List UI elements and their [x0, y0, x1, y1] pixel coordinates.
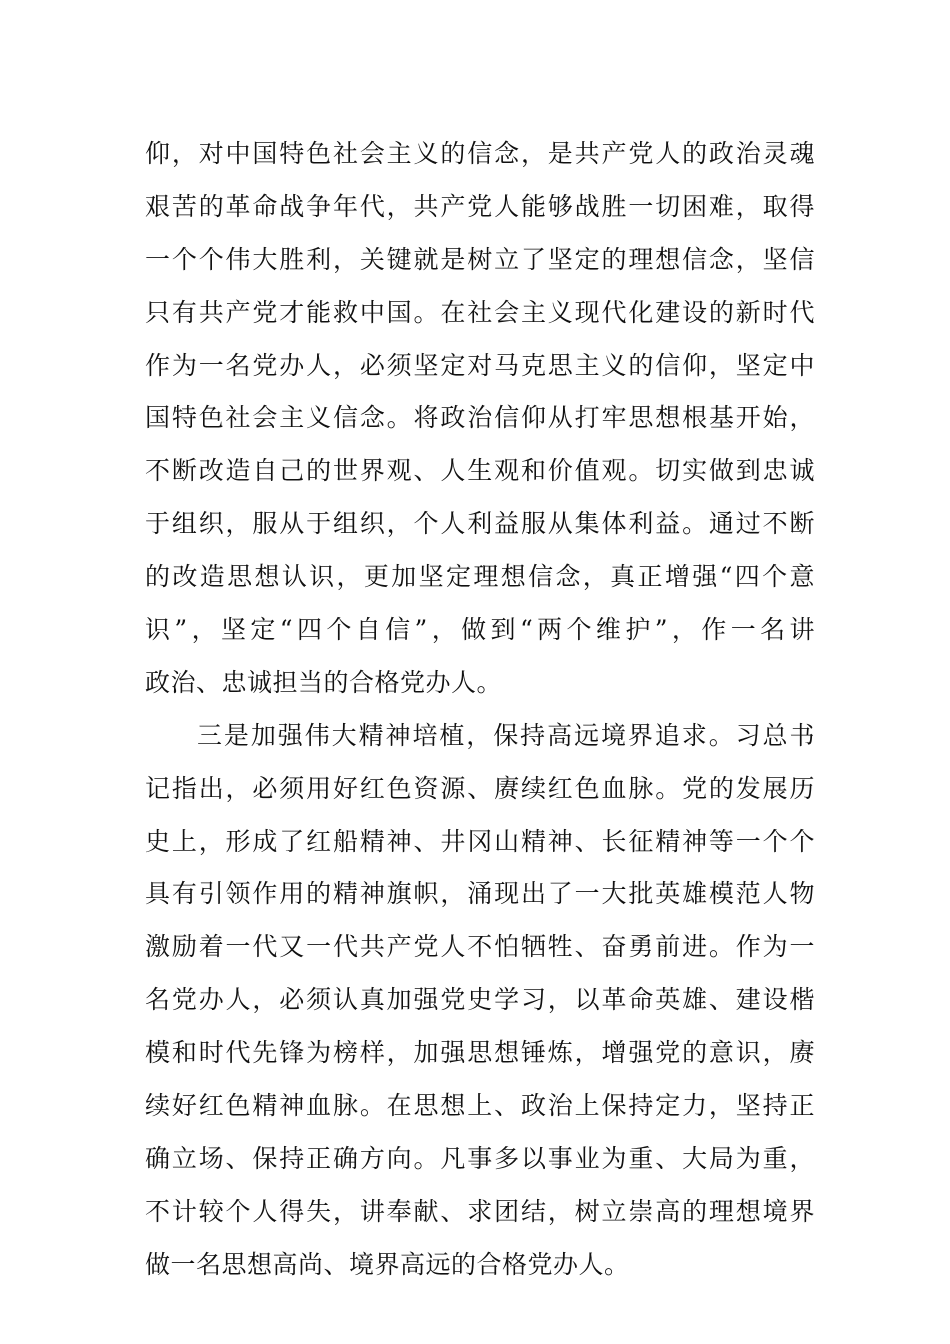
- text-line: 仰，对中国特色社会主义的信念，是共产党人的政治灵魂: [145, 139, 815, 168]
- text-line: 一个个伟大胜利，关键就是树立了坚定的理想信念，坚信: [145, 244, 815, 274]
- text-line: 不断改造自己的世界观、人生观和价值观。切实做到忠诚: [145, 456, 815, 486]
- text-line: 的改造思想认识，更加坚定理想信念，真正增强“四个意: [145, 562, 815, 592]
- text-line: 国特色社会主义信念。将政治信仰从打牢思想根基开始，: [145, 403, 815, 433]
- text-line: 模和时代先锋为榜样，加强思想锤炼，增强党的意识，赓: [145, 1038, 815, 1068]
- text-line: 激励着一代又一代共产党人不怕牺牲、奋勇前进。作为一: [145, 932, 815, 962]
- text-line: 做一名思想高尚、境界高远的合格党办人。: [145, 1249, 630, 1279]
- text-line: 三是加强伟大精神培植，保持高远境界追求。习总书: [197, 720, 815, 750]
- paragraph-1: [145, 128, 815, 710]
- paragraph-2: [145, 710, 815, 1292]
- text-line: 记指出，必须用好红色资源、赓续红色血脉。党的发展历: [145, 773, 815, 803]
- text-line: 识”，坚定“四个自信”，做到“两个维护”，作一名讲: [145, 615, 815, 645]
- text-line: 不计较个人得失，讲奉献、求团结，树立崇高的理想境界: [145, 1196, 815, 1226]
- text-line: 只有共产党才能救中国。在社会主义现代化建设的新时代: [145, 297, 815, 327]
- text-line: 政治、忠诚担当的合格党办人。: [145, 667, 503, 697]
- text-line: 艰苦的革命战争年代，共产党人能够战胜一切困难，取得: [145, 191, 815, 221]
- text-line: 具有引领作用的精神旗帜，涌现出了一大批英雄模范人物: [145, 879, 815, 909]
- text-line: 确立场、保持正确方向。凡事多以事业为重、大局为重，: [145, 1143, 815, 1173]
- text-line: 续好红色精神血脉。在思想上、政治上保持定力，坚持正: [145, 1091, 815, 1121]
- text-line: 于组织，服从于组织，个人利益服从集体利益。通过不断: [145, 509, 815, 539]
- text-line: 作为一名党办人，必须坚定对马克思主义的信仰，坚定中: [145, 350, 815, 380]
- text-line: 史上，形成了红船精神、井冈山精神、长征精神等一个个: [145, 826, 815, 856]
- document-body: [145, 128, 815, 1292]
- text-line: 名党办人，必须认真加强党史学习，以革命英雄、建设楷: [145, 985, 815, 1015]
